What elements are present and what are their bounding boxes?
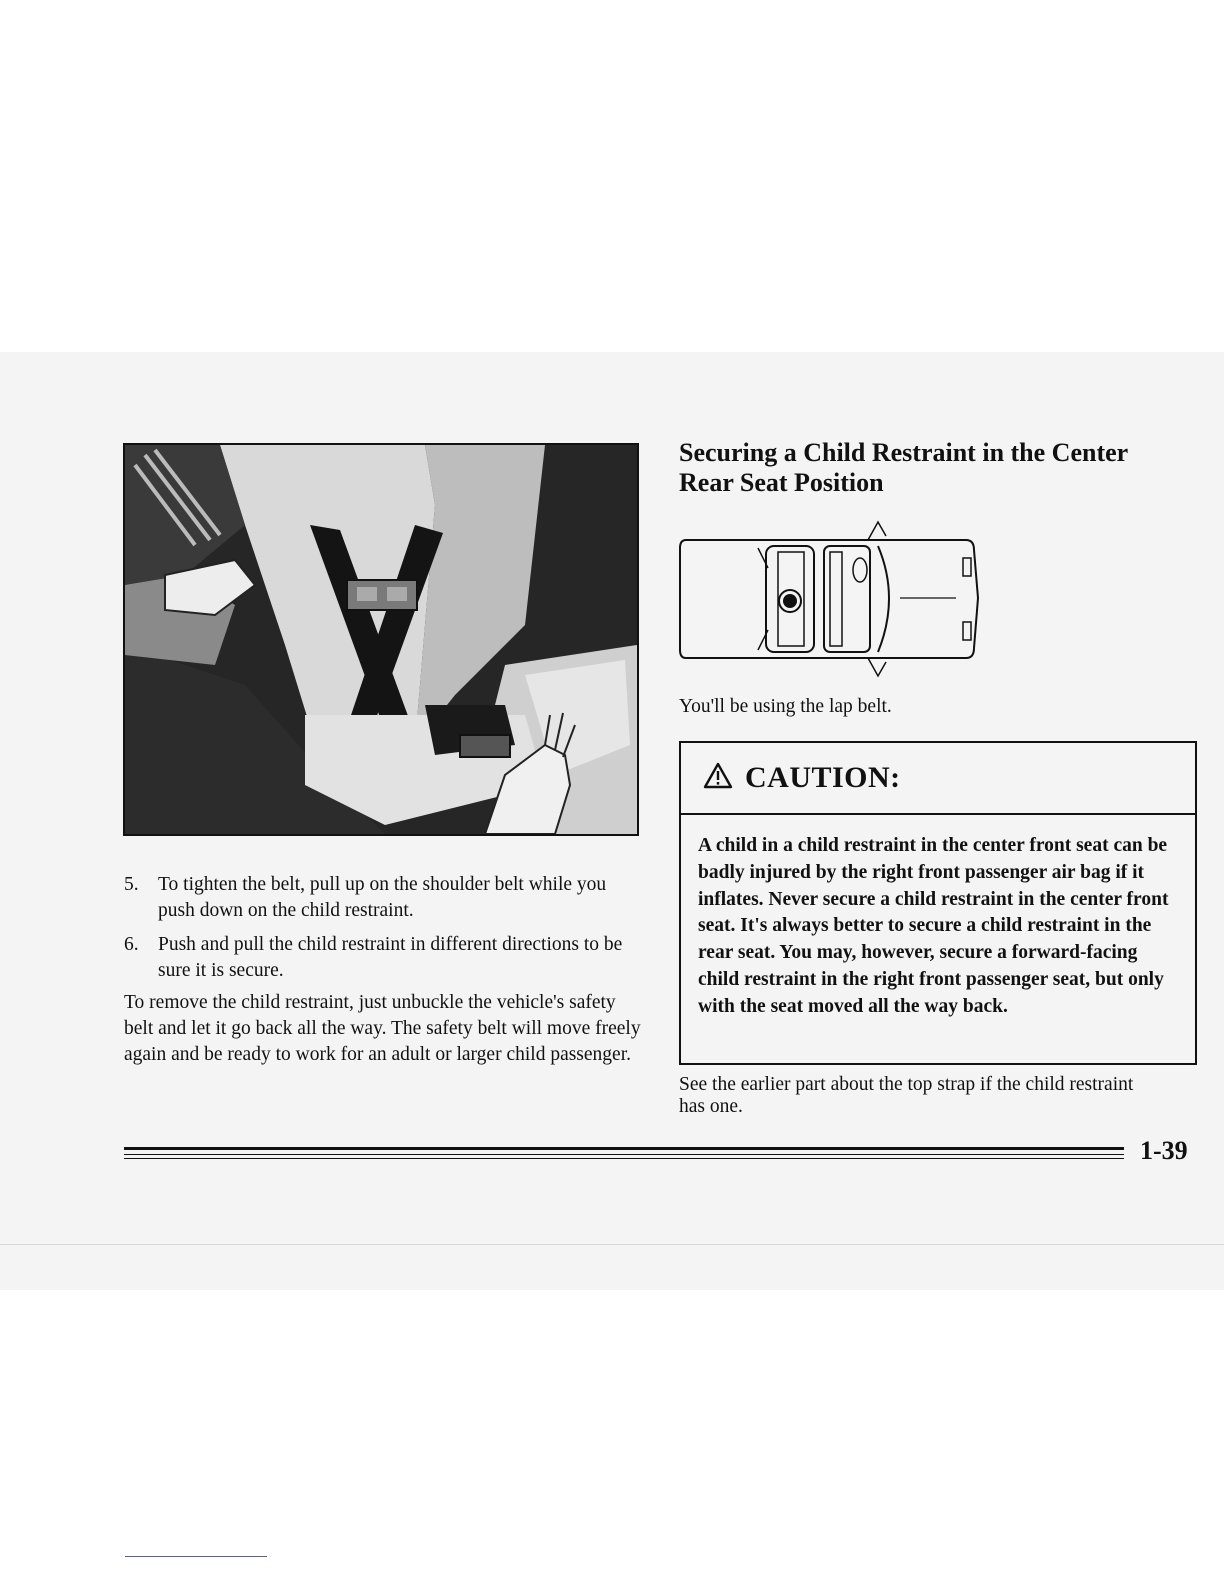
lap-belt-note: You'll be using the lap belt.: [679, 696, 892, 717]
child-restraint-illustration: [123, 443, 639, 836]
footer-rule-thin: [124, 1158, 1124, 1159]
page-number: 1-39: [1140, 1136, 1188, 1165]
list-item: [124, 872, 644, 924]
warning-triangle-icon: [703, 762, 733, 794]
step-number: 6.: [124, 934, 139, 955]
footer-rule-thick: [124, 1147, 1124, 1150]
section-heading: Securing a Child Restraint in the Center Rear Seat Position: [679, 438, 1128, 497]
band-divider: [0, 1244, 1224, 1245]
remove-restraint-paragraph: To remove the child restraint, just unbuckle the vehicle's safety belt and let it go back all the way. The safety belt will move freely again and be ready to work for an adult or larger child passenger.: [124, 992, 641, 1065]
footer-rule-thin: [124, 1154, 1124, 1155]
caution-title: CAUTION:: [745, 761, 901, 794]
top-strap-note: See the earlier part about the top strap if the child restraint has one.: [679, 1074, 1134, 1117]
caution-box: [679, 741, 1197, 1065]
step-text: Push and pull the child restraint in different directions to be sure it is secure.: [158, 934, 623, 981]
list-item: [124, 932, 644, 984]
footer-link-underline: [125, 1556, 267, 1557]
caution-header: [681, 743, 1195, 815]
instruction-steps: [124, 872, 644, 992]
caution-text: A child in a child restraint in the center front seat can be badly injured by the right front passenger air bag if it inflates. Never secure a child restraint in the center front seat. It's always better to secure a child restraint in the rear seat. You may, however, secure a forward-facing child restraint in the right front passenger seat, but only with the seat moved all the way back.: [698, 835, 1169, 1017]
step-number: 5.: [124, 874, 139, 895]
step-text: To tighten the belt, pull up on the shoulder belt while you push down on the child restraint.: [158, 874, 607, 921]
car-seat-position-diagram: [678, 518, 983, 680]
